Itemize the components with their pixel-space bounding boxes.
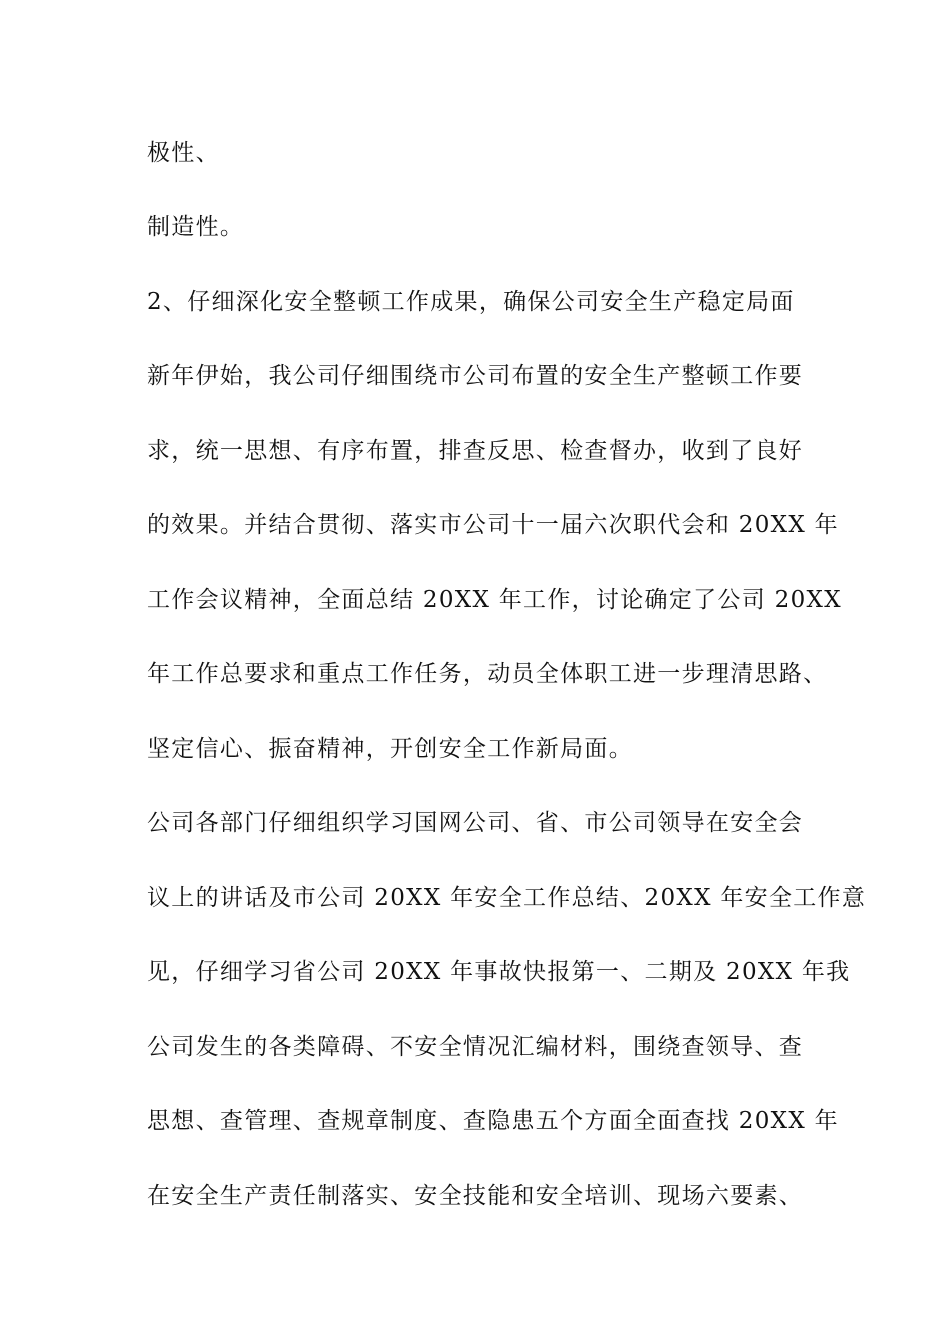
text-line: 见，仔细学习省公司 20XX 年事故快报第一、二期及 20XX 年我 (147, 959, 851, 985)
text-line: 求，统一思想、有序布置，排查反思、检查督办，收到了良好 (147, 438, 804, 464)
text-line: 在安全生产责任制落实、安全技能和安全培训、现场六要素、 (147, 1183, 804, 1209)
text-line: 的效果。并结合贯彻、落实市公司十一届六次职代会和 20XX 年 (147, 512, 839, 538)
text-line: 公司发生的各类障碍、不安全情况汇编材料，围绕查领导、查 (147, 1034, 804, 1060)
section-heading: 2、仔细深化安全整顿工作成果，确保公司安全生产稳定局面 (147, 289, 795, 315)
text-line: 思想、查管理、查规章制度、查隐患五个方面全面查找 20XX 年 (147, 1108, 839, 1134)
text-line: 议上的讲话及市公司 20XX 年安全工作总结、20XX 年安全工作意 (147, 885, 867, 911)
text-line: 制造性。 (147, 214, 245, 240)
text-line: 坚定信心、振奋精神，开创安全工作新局面。 (147, 736, 633, 762)
text-line: 新年伊始，我公司仔细围绕市公司布置的安全生产整顿工作要 (147, 363, 804, 389)
text-line: 工作会议精神，全面总结 20XX 年工作，讨论确定了公司 20XX (147, 587, 842, 613)
text-line: 年工作总要求和重点工作任务，动员全体职工进一步理清思路、 (147, 661, 828, 687)
text-line: 极性、 (147, 140, 220, 166)
text-line: 公司各部门仔细组织学习国网公司、省、市公司领导在安全会 (147, 810, 804, 836)
